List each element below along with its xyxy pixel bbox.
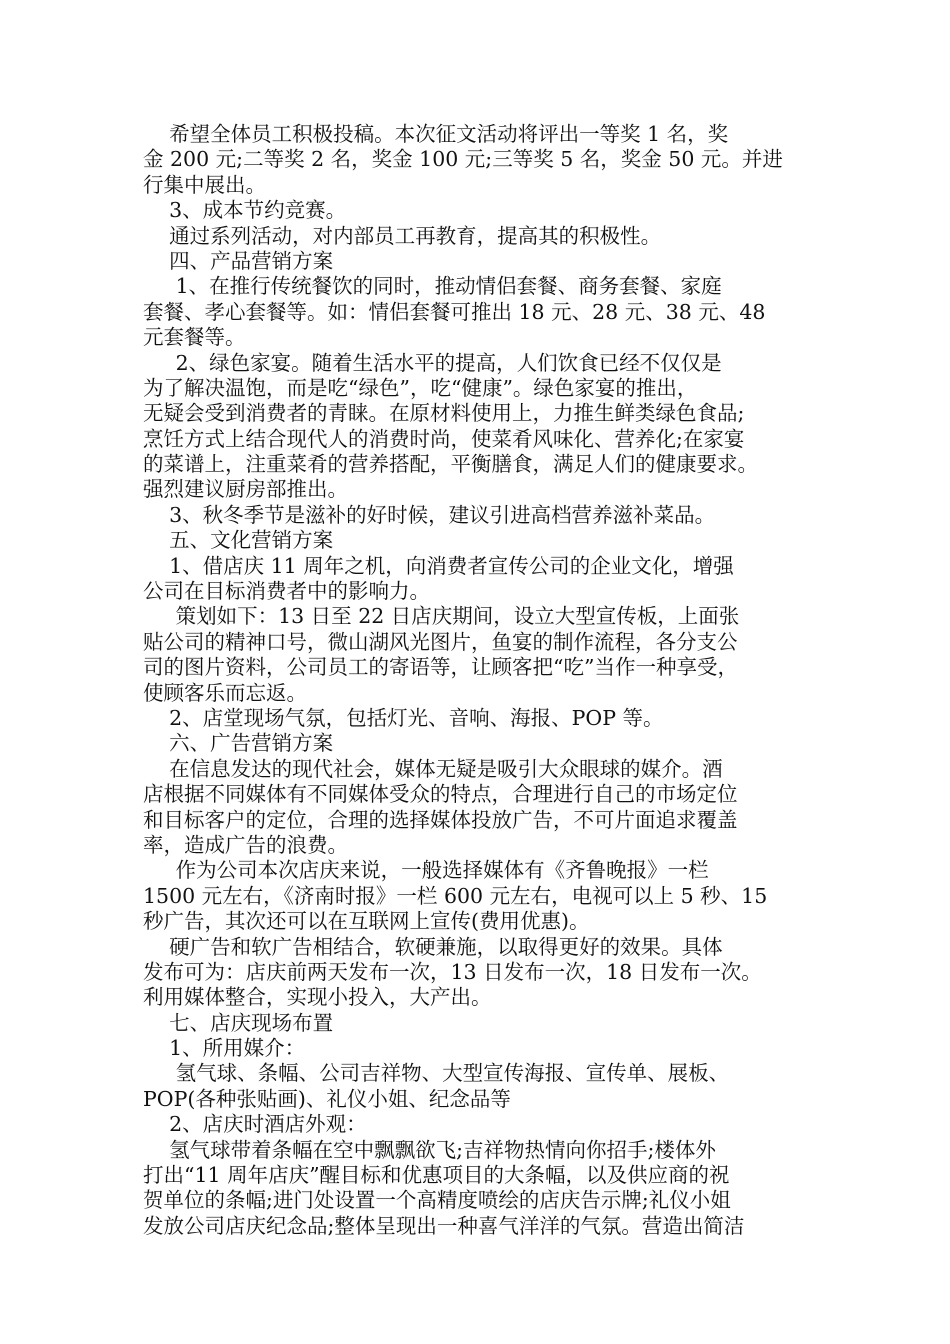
text-line: 3、成本节约竞赛。: [143, 198, 347, 223]
text-line: POP(各种张贴画)、礼仪小姐、纪念品等: [143, 1086, 511, 1111]
text-line: 烹饪方式上结合现代人的消费时尚，使菜肴风味化、营养化;在家宴: [143, 426, 745, 451]
text-line: 四、产品营销方案: [143, 248, 334, 273]
text-line: 利用媒体整合，实现小投入，大产出。: [143, 985, 492, 1010]
text-line: 1、在推行传统餐饮的同时，推动情侣套餐、商务套餐、家庭: [143, 274, 722, 299]
text-line: 2、绿色家宴。随着生活水平的提高，人们饮食已经不仅仅是: [143, 350, 722, 375]
text-line: 发布可为：店庆前两天发布一次，13 日发布一次，18 日发布一次。: [143, 959, 762, 984]
text-line: 贴公司的精神口号，微山湖风光图片，鱼宴的制作流程，各分支公: [143, 629, 738, 654]
text-line: 氢气球带着条幅在空中飘飘欲飞;吉祥物热情向你招手;楼体外: [143, 1137, 716, 1162]
text-line: 强烈建议厨房部推出。: [143, 477, 348, 502]
text-line: 2、店庆时酒店外观：: [143, 1112, 367, 1137]
text-line: 为了解决温饱，而是吃“绿色”，吃“健康”。绿色家宴的推出，: [143, 375, 698, 400]
document-body: [143, 122, 823, 1239]
text-line: 在信息发达的现代社会，媒体无疑是吸引大众眼球的媒介。酒: [143, 756, 723, 781]
text-line: 金 200 元;二等奖 2 名，奖金 100 元;三等奖 5 名，奖金 50 元。并进: [143, 147, 783, 172]
text-line: 1、所用媒介：: [143, 1036, 306, 1061]
text-line: 1、借店庆 11 周年之机，向消费者宣传公司的企业文化，增强: [143, 553, 734, 578]
text-line: 通过系列活动，对内部员工再教育，提高其的积极性。: [143, 223, 662, 248]
text-line: 行集中展出。: [143, 172, 266, 197]
text-line: 司的图片资料，公司员工的寄语等，让顾客把“吃”当作一种享受，: [143, 655, 738, 680]
text-line: 作为公司本次店庆来说，一般选择媒体有《齐鲁晚报》一栏: [143, 858, 709, 883]
text-line: 元套餐等。: [143, 325, 246, 350]
text-line: 使顾客乐而忘返。: [143, 680, 307, 705]
text-line: 六、广告营销方案: [143, 731, 334, 756]
text-line: 和目标客户的定位，合理的选择媒体投放广告，不可片面追求覆盖: [143, 807, 738, 832]
text-line: 套餐、孝心套餐等。如：情侣套餐可推出 18 元、28 元、38 元、48: [143, 299, 766, 324]
text-line: 店根据不同媒体有不同媒体受众的特点，合理进行自己的市场定位: [143, 782, 738, 807]
text-line: 1500 元左右，《济南时报》一栏 600 元左右，电视可以上 5 秒、15: [143, 883, 768, 908]
text-line: 无疑会受到消费者的青睐。在原材料使用上，力推生鲜类绿色食品;: [143, 401, 745, 426]
text-line: 七、店庆现场布置: [143, 1010, 334, 1035]
text-line: 发放公司店庆纪念品;整体呈现出一种喜气洋洋的气氛。营造出简洁: [143, 1213, 745, 1238]
text-line: 3、秋冬季节是滋补的好时候，建议引进高档营养滋补菜品。: [143, 502, 716, 527]
text-line: 贺单位的条幅;进门处设置一个高精度喷绘的店庆告示牌;礼仪小姐: [143, 1188, 731, 1213]
text-line: 公司在目标消费者中的影响力。: [143, 579, 430, 604]
text-line: 硬广告和软广告相结合，软硬兼施，以取得更好的效果。具体: [143, 934, 723, 959]
text-line: 五、文化营销方案: [143, 528, 334, 553]
text-line: 率，造成广告的浪费。: [143, 832, 348, 857]
text-line: 希望全体员工积极投稿。本次征文活动将评出一等奖 1 名，奖: [143, 122, 729, 146]
text-line: 2、店堂现场气氛，包括灯光、音响、海报、POP 等。: [143, 705, 664, 730]
text-line: 策划如下：13 日至 22 日店庆期间，设立大型宣传板，上面张: [143, 604, 740, 629]
text-line: 秒广告，其次还可以在互联网上宣传(费用优惠)。: [143, 909, 590, 934]
text-line: 氢气球、条幅、公司吉祥物、大型宣传海报、宣传单、展板、: [143, 1061, 730, 1086]
text-line: 打出“11 周年店庆”醒目标和优惠项目的大条幅，以及供应商的祝: [143, 1163, 730, 1188]
text-line: 的菜谱上，注重菜肴的营养搭配，平衡膳食，满足人们的健康要求。: [143, 452, 758, 477]
